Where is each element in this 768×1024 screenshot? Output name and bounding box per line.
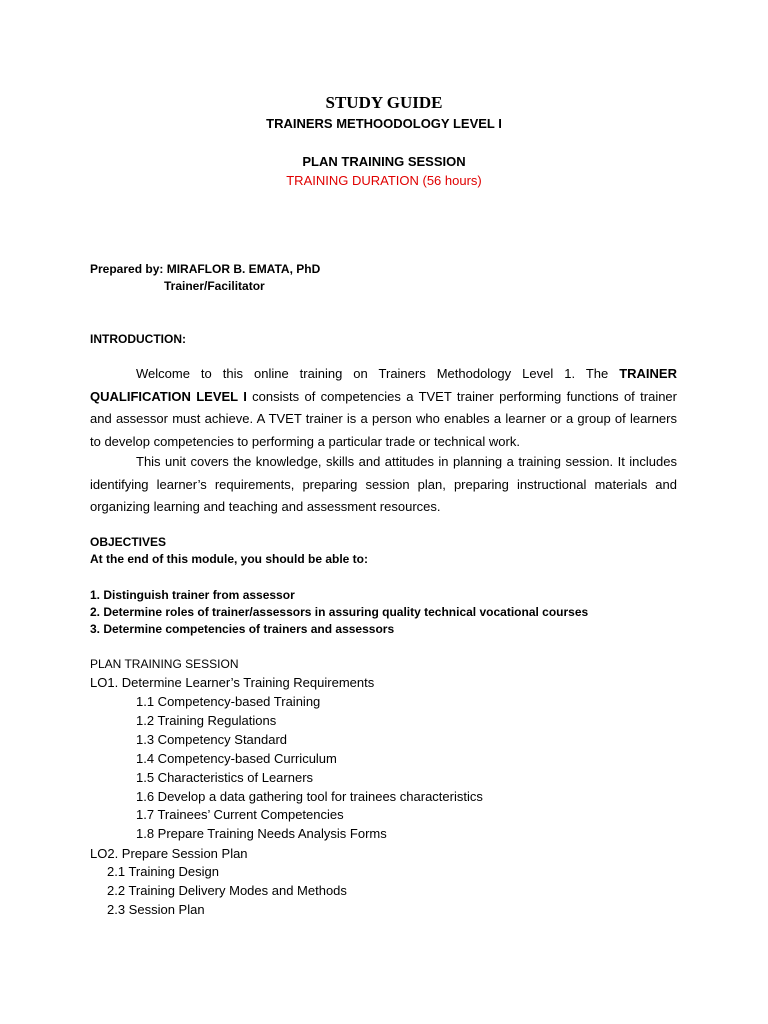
lo1-item: 1.6 Develop a data gathering tool for trainees characteristics: [136, 789, 483, 804]
lo1-item: 1.8 Prepare Training Needs Analysis Forms: [136, 826, 387, 841]
lo1-item: 1.4 Competency-based Curriculum: [136, 751, 337, 766]
lo1-item: 1.7 Trainees’ Current Competencies: [136, 807, 344, 822]
lo1-item: 1.3 Competency Standard: [136, 732, 288, 747]
lo2-item: 2.2 Training Delivery Modes and Methods: [107, 883, 347, 898]
lo1-item: 1.2 Training Regulations: [136, 713, 277, 728]
objectives-lead: At the end of this module, you should be able to:: [90, 552, 368, 566]
objective-item: 2. Determine roles of trainer/assessors in assuring quality technical vocational courses: [90, 605, 589, 619]
outline-heading: PLAN TRAINING SESSION: [90, 657, 239, 671]
lo2-item: 2.1 Training Design: [107, 864, 220, 879]
introduction-heading: INTRODUCTION:: [90, 332, 186, 346]
document-subtitle: TRAINERS METHOODOLOGY LEVEL I: [266, 116, 502, 131]
training-duration: TRAINING DURATION (56 hours): [286, 173, 482, 188]
intro-p1-bold: TRAINER QUALIFICATION LEVEL I: [90, 366, 677, 404]
prepared-role: Trainer/Facilitator: [164, 279, 265, 293]
lo2-item: 2.3 Session Plan: [107, 902, 205, 917]
objectives-heading: OBJECTIVES: [90, 535, 167, 549]
intro-p1-before: Welcome to this online training on Trainers Methodology Level 1. The: [136, 366, 620, 381]
lo2-heading: LO2. Prepare Session Plan: [90, 846, 248, 861]
lo1-item: 1.5 Characteristics of Learners: [136, 770, 314, 785]
document-title: STUDY GUIDE: [325, 93, 443, 112]
intro-paragraph-1: [90, 363, 677, 453]
session-title: PLAN TRAINING SESSION: [302, 154, 466, 169]
lo1-heading: LO1. Determine Learner’s Training Requirements: [90, 675, 375, 690]
objective-item: 1. Distinguish trainer from assessor: [90, 588, 295, 602]
intro-p1-after: consists of competencies a TVET trainer performing functions of trainer and assessor must achieve. A TVET trainer is a person who enables a learner or a group of learners to develop competencies to performing a particular trade or technical work.: [90, 388, 677, 449]
lo1-item: 1.1 Competency-based Training: [136, 694, 321, 709]
intro-paragraph-2: This unit covers the knowledge, skills and attitudes in planning a training session. It includes identifying learner’s requirements, preparing session plan, preparing instructional materials and organizing learning and teaching and assessment resources.: [90, 454, 677, 514]
prepared-by: Prepared by: MIRAFLOR B. EMATA, PhD: [90, 262, 321, 276]
objective-item: 3. Determine competencies of trainers and assessors: [90, 622, 395, 636]
